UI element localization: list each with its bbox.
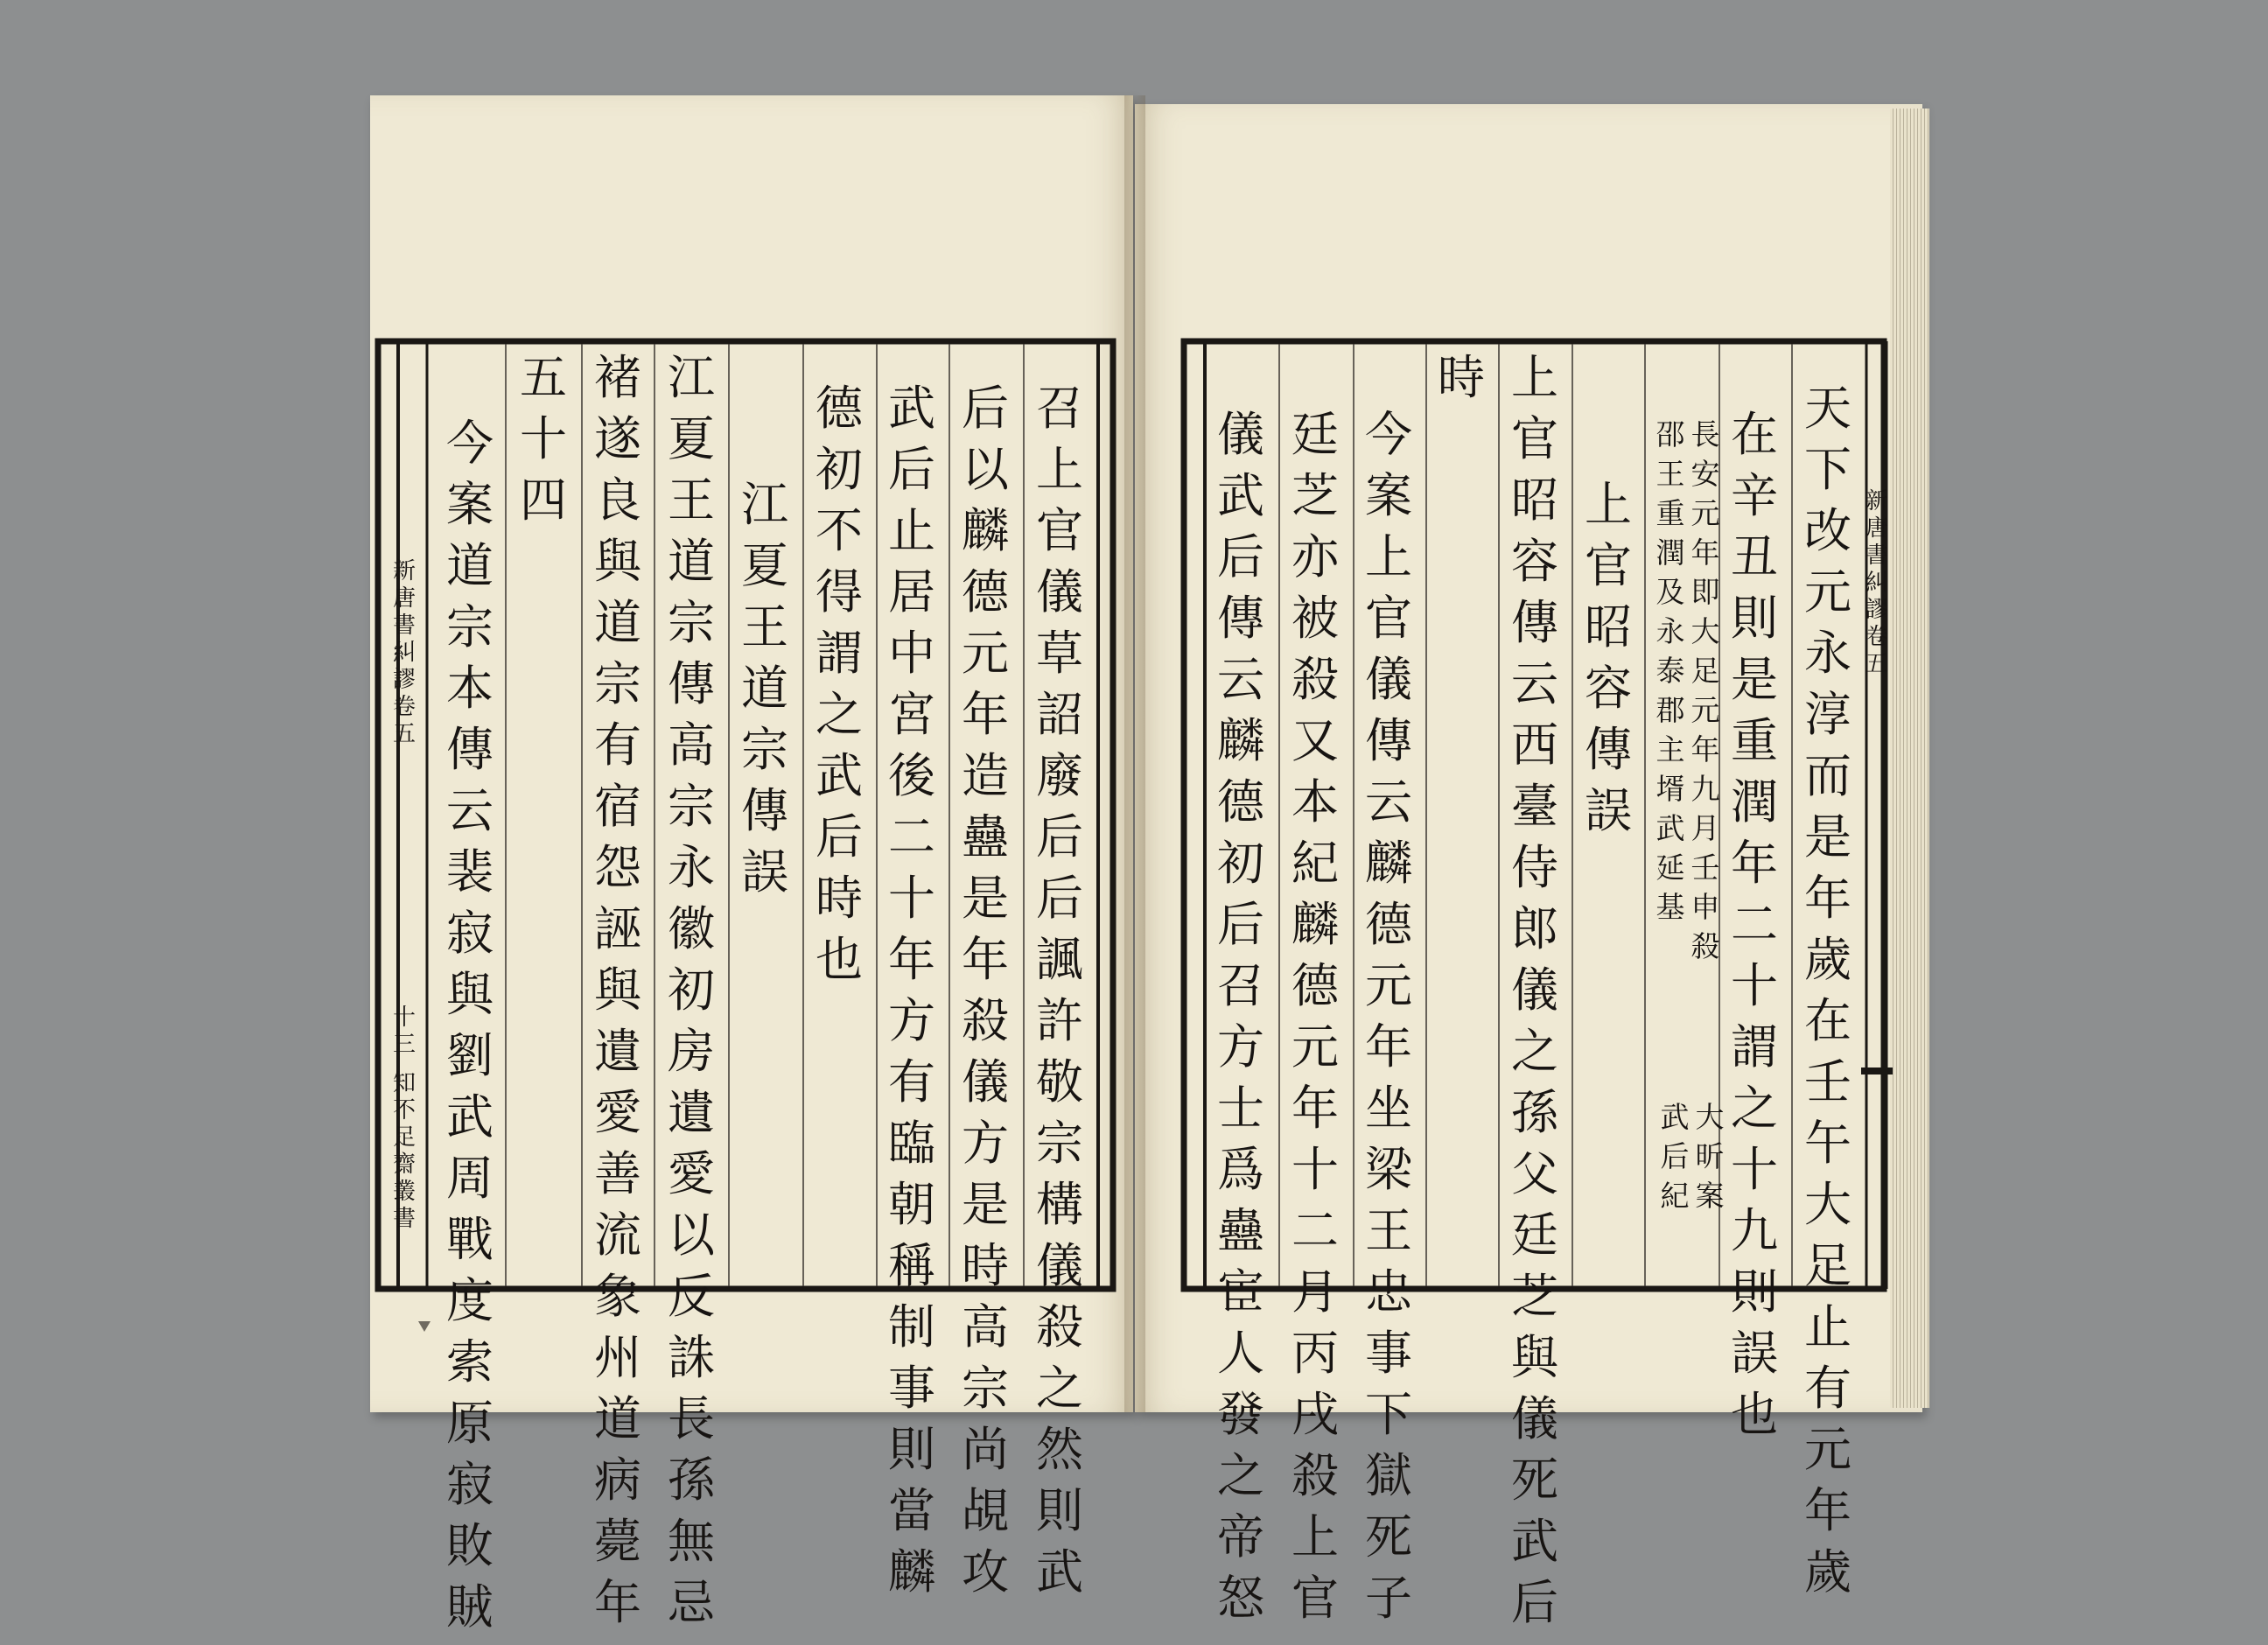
right-column-5: 時	[1438, 350, 1485, 405]
left-section-heading: 江 夏 王 道 宗 傳 誤	[741, 477, 788, 900]
left-column-2: 后 以 麟 德 元 年 造 蠱 是 年 殺 儀 方 是 時 高 宗 尚 覘 攻	[962, 381, 1009, 1600]
paper-mark	[418, 1321, 430, 1332]
right-column-4: 上 官 昭 容 傳 云 西 臺 侍 郎 儀 之 孫 父 廷 芝 與 儀 死 武 后	[1511, 350, 1558, 1630]
left-margin-title: 新 唐 書 糾 謬 卷 五	[392, 558, 416, 747]
right-column-1: 天 下 改 元 永 淳 而 是 年 歲 在 壬 午 大 足 止 有 元 年 歲	[1804, 381, 1852, 1600]
right-note-column-1: 長 安 元 年 即 大 足 元 年 九 月 壬 申 殺	[1690, 417, 1720, 963]
right-column-7: 廷 芝 亦 被 殺 又 本 紀 麟 德 元 年 十 二 月 丙 戌 殺 上 官	[1292, 407, 1339, 1626]
right-column-6: 今 案 上 官 儀 傳 云 麟 德 元 年 坐 梁 王 忠 事 下 獄 死 子	[1365, 407, 1412, 1626]
left-margin-publisher: 知 不 足 齋 叢 書	[392, 1070, 416, 1232]
left-column-3: 武 后 止 居 中 宮 後 二 十 年 方 有 臨 朝 稱 制 事 則 當 麟	[888, 381, 935, 1600]
right-column-8: 儀 武 后 傳 云 麟 德 初 后 召 方 士 爲 蠱 宦 人 發 之 帝 怒	[1217, 407, 1264, 1626]
right-note-1: 大 昕 案	[1695, 1100, 1725, 1213]
right-section-heading: 上 官 昭 容 傳 誤	[1585, 477, 1632, 838]
left-column-4: 德 初 不 得 謂 之 武 后 時 也	[816, 381, 863, 987]
left-column-7: 褚 遂 良 與 道 宗 有 宿 怨 誣 與 遺 愛 善 流 象 州 道 病 薨 年	[594, 350, 641, 1630]
left-column-9: 今 案 道 宗 本 傳 云 裴 寂 與 劉 武 周 戰 度 索 原 寂 敗 賊	[446, 416, 494, 1634]
left-margin-page-number: 十 三	[392, 1004, 416, 1058]
right-note-2: 武 后 紀	[1660, 1100, 1690, 1213]
right-margin-title: 新 唐 書 糾 謬 卷 五	[1865, 488, 1888, 677]
right-column-2: 在 辛 丑 則 是 重 潤 年 二 十 謂 之 十 九 則 誤 也	[1731, 407, 1778, 1442]
left-column-1: 召 上 官 儀 草 詔 廢 后 后 諷 許 敬 宗 構 儀 殺 之 然 則 武	[1036, 381, 1083, 1600]
right-note-column-2: 邵 王 重 潤 及 永 泰 郡 主 壻 武 延 基	[1656, 417, 1685, 924]
left-column-6: 江 夏 王 道 宗 傳 高 宗 永 徽 初 房 遺 愛 以 反 誅 長 孫 無 忌	[668, 350, 715, 1630]
left-column-8: 五 十 四	[520, 350, 567, 528]
